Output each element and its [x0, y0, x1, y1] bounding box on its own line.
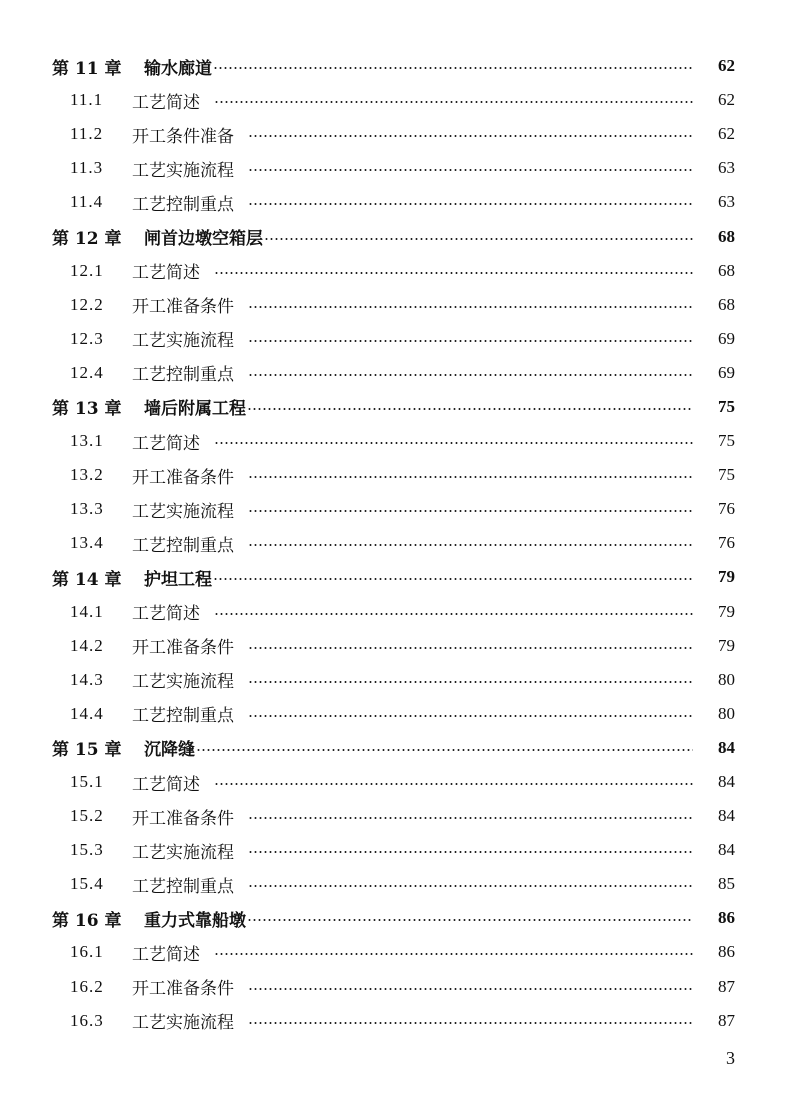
toc-page-number: 62: [718, 90, 735, 110]
toc-page-number: 84: [718, 737, 735, 757]
toc-number: 第 15 章: [52, 740, 122, 761]
leader-dots: [248, 1022, 693, 1024]
toc-number: 14.2: [70, 635, 104, 655]
leader-dots: [214, 783, 693, 785]
toc-page-number: 80: [718, 703, 735, 723]
toc-page-number: 86: [718, 908, 735, 928]
leader-dots: [248, 476, 693, 478]
toc-section-row[interactable]: [0, 356, 790, 390]
toc-section-row[interactable]: [0, 799, 790, 833]
toc-section-row[interactable]: [0, 935, 790, 969]
toc-chapter-row[interactable]: [0, 49, 790, 83]
toc-section-row[interactable]: [0, 322, 790, 356]
toc-title: 工艺控制重点: [132, 876, 234, 897]
toc-page-number: 62: [718, 124, 735, 144]
toc-page-number: 87: [718, 976, 735, 996]
toc-title: 闸首边墩空箱层: [144, 229, 263, 250]
toc-page-number: 87: [718, 1010, 735, 1030]
toc-page-number: 63: [718, 192, 735, 212]
leader-dots: [213, 578, 693, 580]
toc-section-row[interactable]: [0, 185, 790, 219]
toc-title: 开工准备条件: [132, 808, 234, 829]
toc-title: 工艺简述: [132, 263, 200, 284]
toc-section-row[interactable]: [0, 663, 790, 697]
leader-dots: [248, 988, 693, 990]
leader-dots: [264, 238, 693, 240]
toc-number: 12.1: [70, 260, 104, 280]
toc-page-number: 62: [718, 56, 735, 76]
toc-number: 16.3: [70, 1010, 104, 1030]
toc-title: 工艺简述: [132, 944, 200, 965]
toc-section-row[interactable]: [0, 424, 790, 458]
toc-page-number: 69: [718, 328, 735, 348]
toc-number: 14.3: [70, 669, 104, 689]
toc-page-number: 75: [718, 396, 735, 416]
toc-number: 12.2: [70, 294, 104, 314]
leader-dots: [248, 203, 693, 205]
toc-section-row[interactable]: [0, 1004, 790, 1038]
toc-title: 工艺实施流程: [132, 501, 234, 522]
toc-page-number: 75: [718, 431, 735, 451]
leader-dots: [214, 613, 693, 615]
toc-chapter-row[interactable]: [0, 219, 790, 253]
toc-section-row[interactable]: [0, 492, 790, 526]
leader-dots: [247, 919, 693, 921]
toc-number: 11.4: [70, 192, 104, 212]
leader-dots: [248, 340, 693, 342]
leader-dots: [247, 408, 693, 410]
toc-page-number: 68: [718, 226, 735, 246]
toc-section-row[interactable]: [0, 254, 790, 288]
leader-dots: [214, 272, 693, 274]
toc-section-row[interactable]: [0, 526, 790, 560]
leader-dots: [248, 885, 693, 887]
leader-dots: [214, 101, 693, 103]
toc-number: 15.4: [70, 874, 104, 894]
toc-title: 工艺实施流程: [132, 842, 234, 863]
toc-section-row[interactable]: [0, 629, 790, 663]
toc-number: 11.3: [70, 158, 104, 178]
leader-dots: [248, 647, 693, 649]
toc-title: 墙后附属工程: [144, 399, 246, 420]
toc-section-row[interactable]: [0, 595, 790, 629]
toc-number: 第 11 章: [52, 58, 122, 79]
leader-dots: [214, 953, 693, 955]
toc-number: 13.3: [70, 499, 104, 519]
toc-title: 开工准备条件: [132, 979, 234, 1000]
toc-title: 工艺简述: [132, 433, 200, 454]
toc-number: 15.2: [70, 806, 104, 826]
toc-number: 11.1: [70, 90, 104, 110]
toc-page-number: 68: [718, 260, 735, 280]
toc-page-number: 79: [718, 567, 735, 587]
toc-chapter-row[interactable]: [0, 901, 790, 935]
toc-number: 第 12 章: [52, 229, 122, 250]
toc-page-number: 85: [718, 874, 735, 894]
toc-number: 16.2: [70, 976, 104, 996]
toc-title: 工艺控制重点: [132, 365, 234, 386]
leader-dots: [214, 442, 693, 444]
toc-title: 沉降缝: [144, 740, 195, 761]
toc-title: 工艺简述: [132, 604, 200, 625]
toc-title: 工艺实施流程: [132, 331, 234, 352]
toc-page-number: 84: [718, 772, 735, 792]
toc-number: 第 16 章: [52, 910, 122, 931]
toc-section-row[interactable]: [0, 867, 790, 901]
toc-page-number: 63: [718, 158, 735, 178]
toc-title: 重力式靠船墩: [144, 910, 246, 931]
toc-page-number: 76: [718, 533, 735, 553]
toc-number: 16.1: [70, 942, 104, 962]
toc-number: 12.4: [70, 362, 104, 382]
toc-title: 工艺简述: [132, 92, 200, 113]
leader-dots: [248, 306, 693, 308]
table-of-contents: [0, 49, 790, 1038]
toc-title: 开工准备条件: [132, 297, 234, 318]
toc-title: 工艺控制重点: [132, 706, 234, 727]
toc-page-number: 75: [718, 465, 735, 485]
leader-dots: [248, 544, 693, 546]
toc-section-row[interactable]: [0, 288, 790, 322]
toc-page-number: 86: [718, 942, 735, 962]
toc-number: 12.3: [70, 328, 104, 348]
toc-section-row[interactable]: [0, 458, 790, 492]
leader-dots: [248, 681, 693, 683]
toc-number: 13.2: [70, 465, 104, 485]
leader-dots: [248, 135, 693, 137]
toc-number: 15.1: [70, 772, 104, 792]
toc-title: 开工条件准备: [132, 126, 234, 147]
toc-number: 第 13 章: [52, 399, 122, 420]
toc-page-number: 84: [718, 840, 735, 860]
leader-dots: [248, 817, 693, 819]
leader-dots: [213, 67, 693, 69]
leader-dots: [196, 749, 693, 751]
toc-page-number: 79: [718, 635, 735, 655]
toc-page-number: 84: [718, 806, 735, 826]
toc-title: 工艺实施流程: [132, 672, 234, 693]
toc-section-row[interactable]: [0, 83, 790, 117]
toc-chapter-row[interactable]: [0, 390, 790, 424]
toc-number: 13.1: [70, 431, 104, 451]
toc-title: 输水廊道: [144, 58, 212, 79]
toc-chapter-row[interactable]: [0, 560, 790, 594]
toc-number: 15.3: [70, 840, 104, 860]
toc-title: 工艺控制重点: [132, 535, 234, 556]
toc-title: 工艺实施流程: [132, 160, 234, 181]
toc-title: 工艺实施流程: [132, 1013, 234, 1034]
leader-dots: [248, 169, 693, 171]
toc-title: 开工准备条件: [132, 638, 234, 659]
toc-number: 14.4: [70, 703, 104, 723]
toc-page-number: 68: [718, 294, 735, 314]
toc-section-row[interactable]: [0, 833, 790, 867]
leader-dots: [248, 715, 693, 717]
toc-section-row[interactable]: [0, 117, 790, 151]
toc-section-row[interactable]: [0, 697, 790, 731]
leader-dots: [248, 374, 693, 376]
toc-title: 护坦工程: [144, 569, 212, 590]
toc-page-number: 76: [718, 499, 735, 519]
leader-dots: [248, 851, 693, 853]
toc-chapter-row[interactable]: [0, 731, 790, 765]
toc-section-row[interactable]: [0, 970, 790, 1004]
toc-title: 开工准备条件: [132, 467, 234, 488]
toc-page-number: 80: [718, 669, 735, 689]
toc-title: 工艺简述: [132, 774, 200, 795]
toc-number: 11.2: [70, 124, 104, 144]
toc-page-number: 79: [718, 601, 735, 621]
page-folio-number: 3: [726, 1048, 735, 1068]
toc-number: 第 14 章: [52, 569, 122, 590]
toc-number: 14.1: [70, 601, 104, 621]
toc-title: 工艺控制重点: [132, 194, 234, 215]
toc-page-number: 69: [718, 362, 735, 382]
toc-section-row[interactable]: [0, 151, 790, 185]
toc-section-row[interactable]: [0, 765, 790, 799]
toc-number: 13.4: [70, 533, 104, 553]
leader-dots: [248, 510, 693, 512]
